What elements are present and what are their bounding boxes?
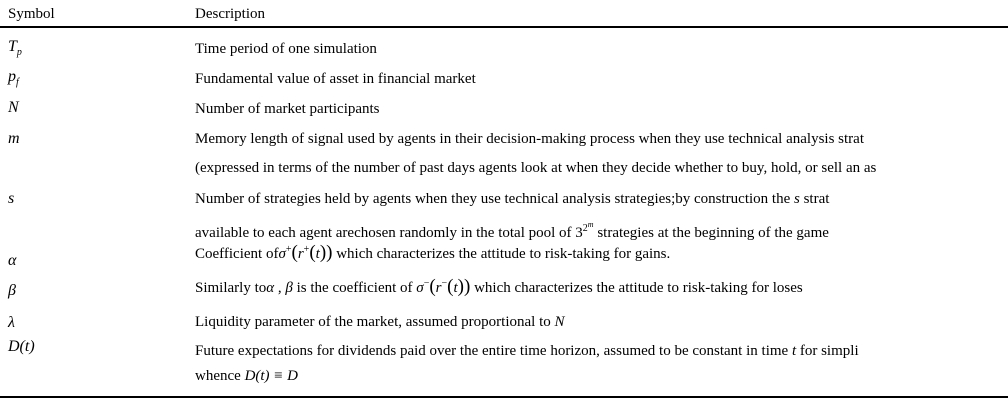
symbol-alpha: α	[8, 252, 17, 269]
desc-time-period: Time period of one simulation	[195, 41, 377, 57]
header-description: Description	[195, 6, 265, 22]
desc-memory-line1: Memory length of signal used by agents in their decision-making process when they use technical analysis strat	[195, 131, 865, 147]
header-symbol: Symbol	[8, 6, 55, 22]
symbol-s: s	[8, 190, 15, 207]
desc-strategies-line1: Number of strategies held by agents when they use technical analysis strategies;by construction the s strat	[195, 191, 830, 207]
desc-memory-line2: (expressed in terms of the number of past days agents look at when they decide whether to buy, hold, or sell an as	[195, 160, 877, 176]
desc-participants: Number of market participants	[195, 101, 380, 117]
desc-strategies-line2: available to each agent arechosen randomly in the total pool of $3^{2^m}$ strategies at the beginning of the game	[195, 220, 829, 241]
symbol-tp: $T_p$	[8, 38, 22, 58]
header-rule	[0, 26, 1008, 28]
symbol-lambda: λ	[8, 314, 15, 331]
symbol-m: m	[8, 130, 20, 147]
symbol-pf: $p_f$	[8, 68, 19, 88]
desc-fundamental-value: Fundamental value of asset in financial market	[195, 71, 476, 87]
symbol-n: N	[8, 99, 19, 116]
desc-beta: Similarly toα , β is the coefficient of σ−(r−(t)) which characterizes the attitude to risk-taking for loses	[195, 276, 803, 297]
symbol-beta: β	[8, 282, 16, 299]
desc-dividends-line1: Future expectations for dividends paid over the entire time horizon, assumed to be constant in time t for simpli	[195, 343, 859, 359]
bottom-rule	[0, 396, 1008, 398]
desc-dividends-line2: whence D(t) ≡ D	[195, 368, 299, 384]
symbol-dt: D(t)	[8, 338, 35, 355]
desc-liquidity: Liquidity parameter of the market, assumed proportional to N	[195, 314, 565, 330]
desc-alpha: Coefficient ofσ+(r+(t)) which characterizes the attitude to risk-taking for gains.	[195, 242, 671, 263]
